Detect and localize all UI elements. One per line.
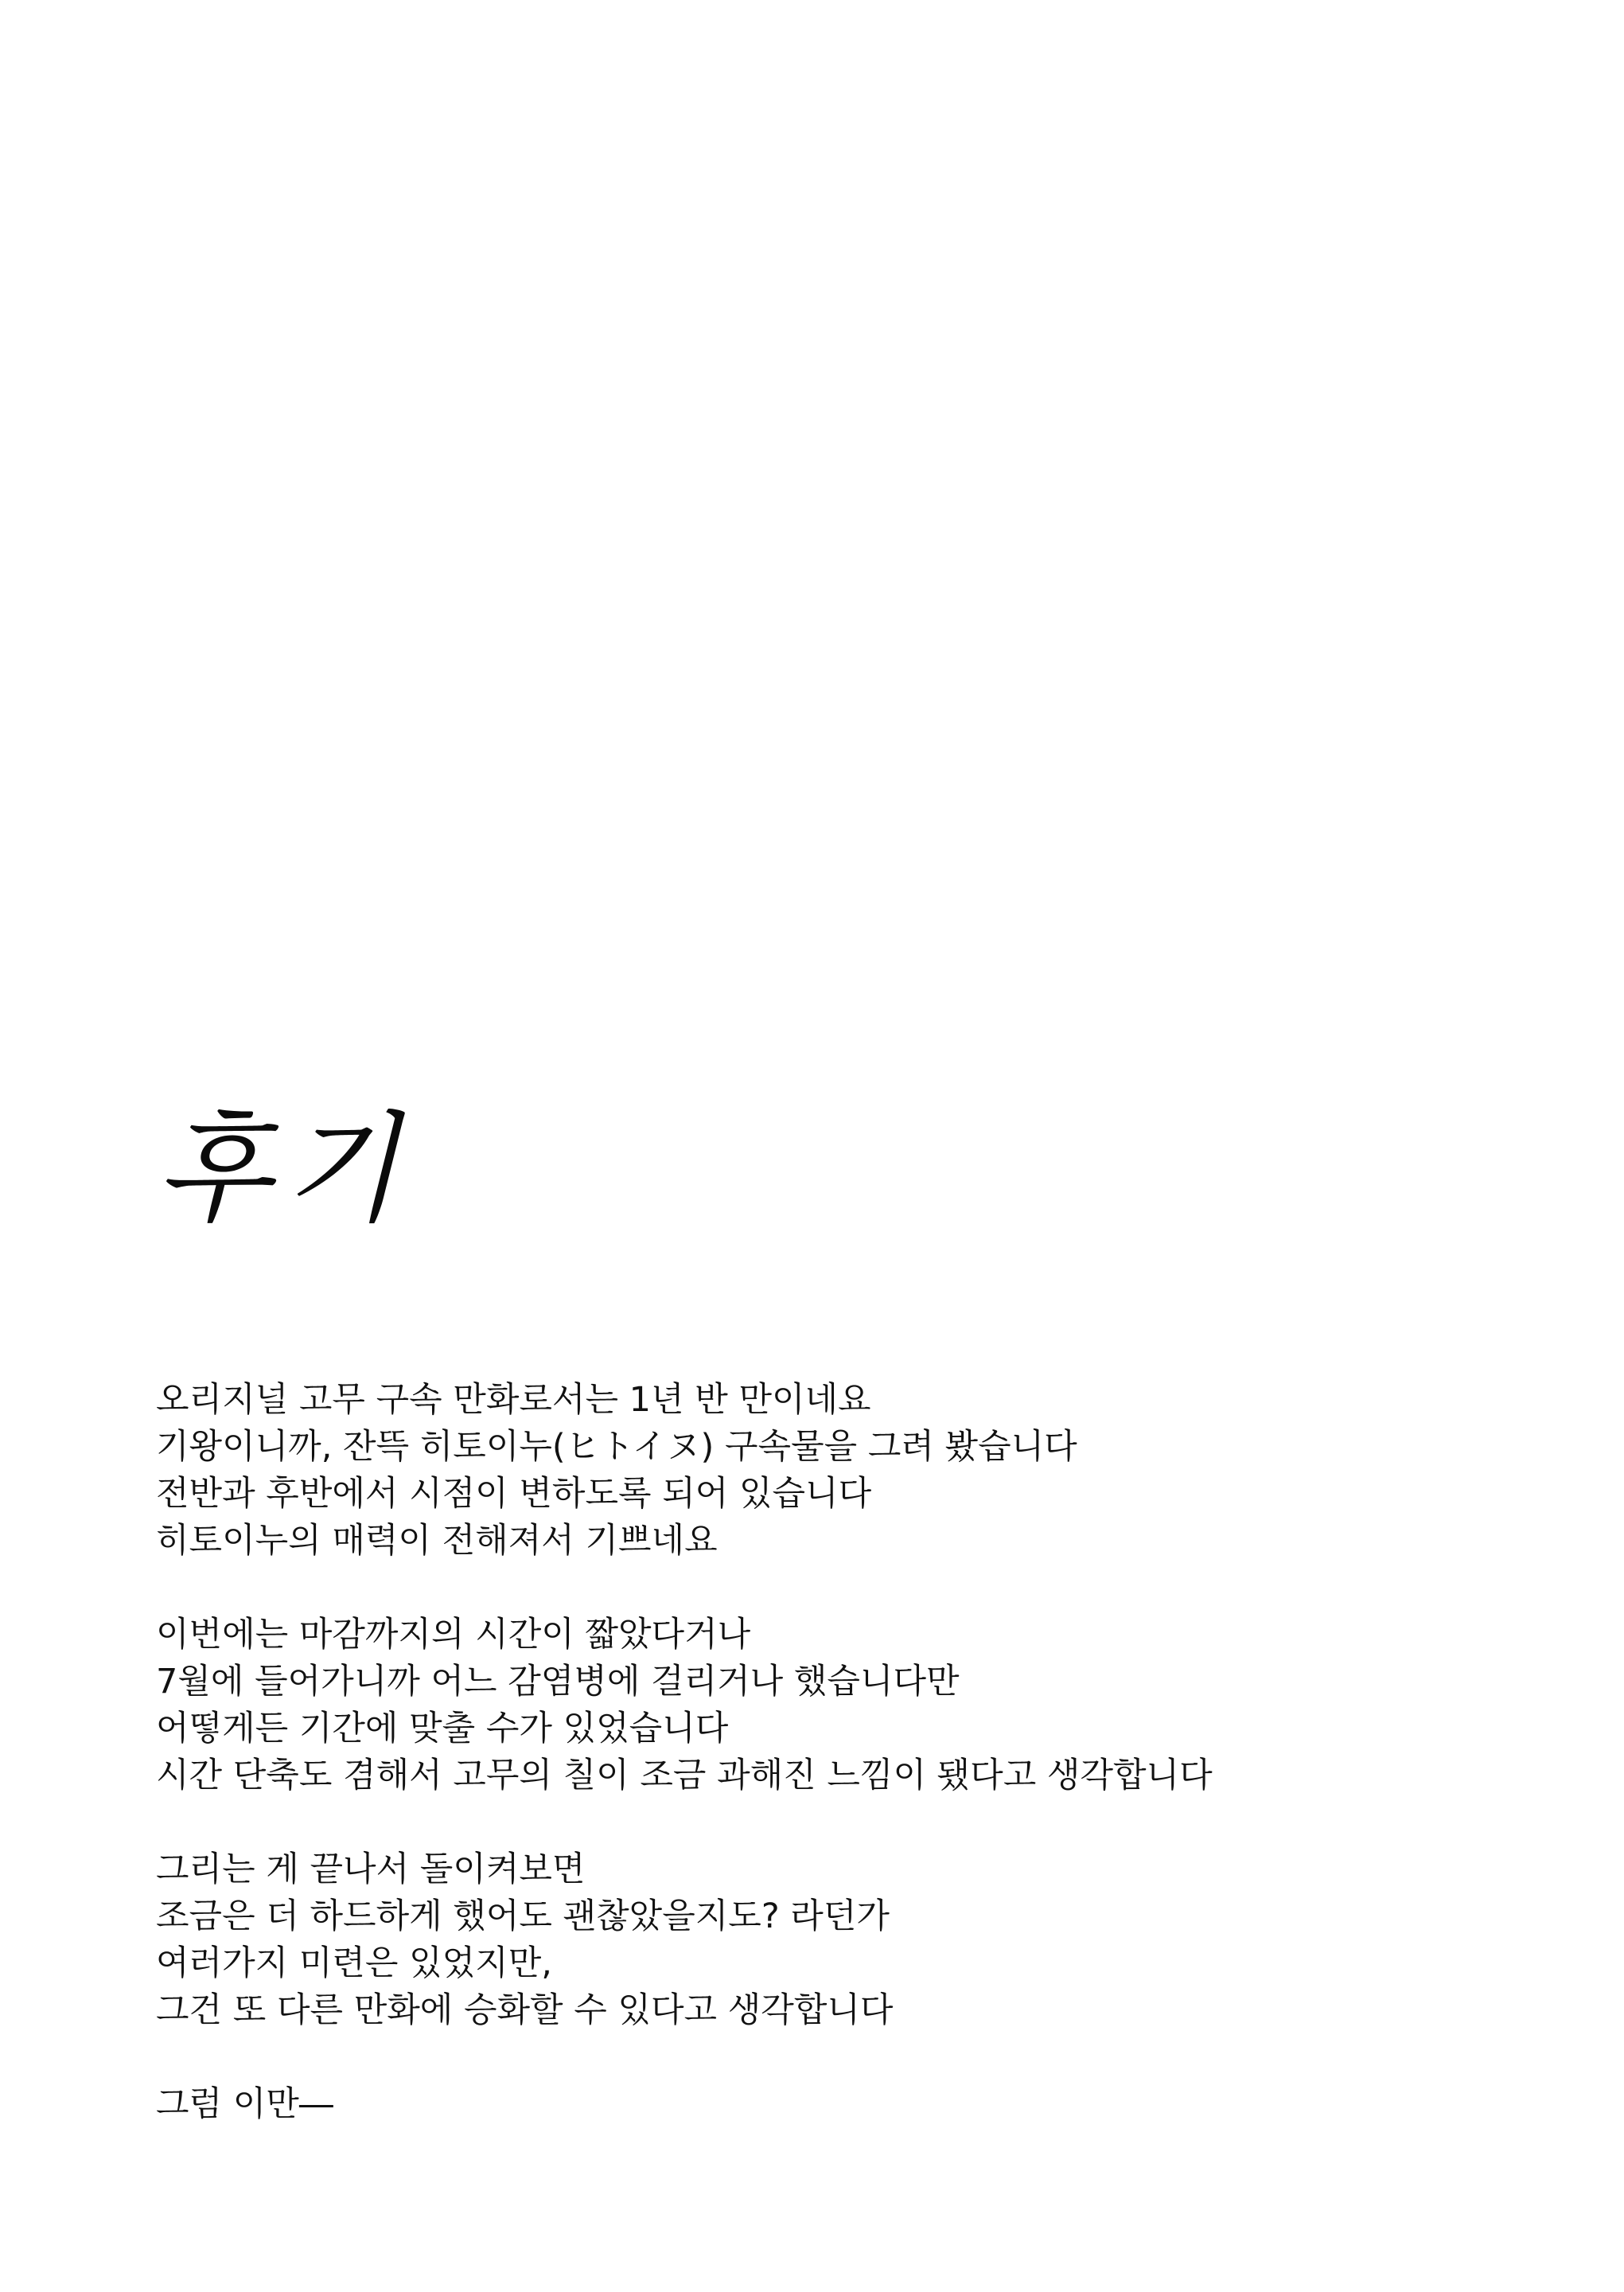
text-line: 전반과 후반에서 시점이 변하도록 되어 있습니다 xyxy=(156,1474,872,1514)
afterword-body xyxy=(156,1377,1509,2128)
text-line: 그럼 이만― xyxy=(156,2084,333,2124)
text-line: 기왕이니까, 잔뜩 히토이누(ヒトイヌ) 구속물을 그려 봤습니다 xyxy=(156,1427,1077,1467)
page-title: 후기 xyxy=(156,1101,412,1239)
text-line: 시간 단축도 겸해서 고무의 칠이 조금 과해진 느낌이 됐다고 생각합니다 xyxy=(156,1756,1213,1795)
text-line: 오리지널 고무 구속 만화로서는 1년 반 만이네요 xyxy=(156,1380,871,1420)
text-line: 그건 또 다른 만화에 승화할 수 있다고 생각합니다 xyxy=(156,1990,894,2030)
text-line: 어떻게든 기간에 맞출 수가 있었습니다 xyxy=(156,1709,729,1748)
text-line: 7월에 들어가니까 어느 감염병에 걸리거나 했습니다만 xyxy=(156,1662,960,1701)
text-line: 히토이누의 매력이 전해져서 기쁘네요 xyxy=(156,1521,718,1561)
paragraph-closing xyxy=(156,2081,1509,2128)
paragraph-deadline xyxy=(156,1612,1509,1799)
paragraph-reflection xyxy=(156,1846,1509,2034)
paragraph-intro xyxy=(156,1377,1509,1565)
text-line: 조금은 더 하드하게 했어도 괜찮았을지도? 라던가 xyxy=(156,1896,890,1936)
text-line: 여러가지 미련은 있었지만, xyxy=(156,1943,552,1983)
text-line: 이번에는 마감까지의 시간이 짧았다거나 xyxy=(156,1615,751,1655)
text-line: 그리는 게 끝나서 돌이켜보면 xyxy=(156,1850,586,1889)
